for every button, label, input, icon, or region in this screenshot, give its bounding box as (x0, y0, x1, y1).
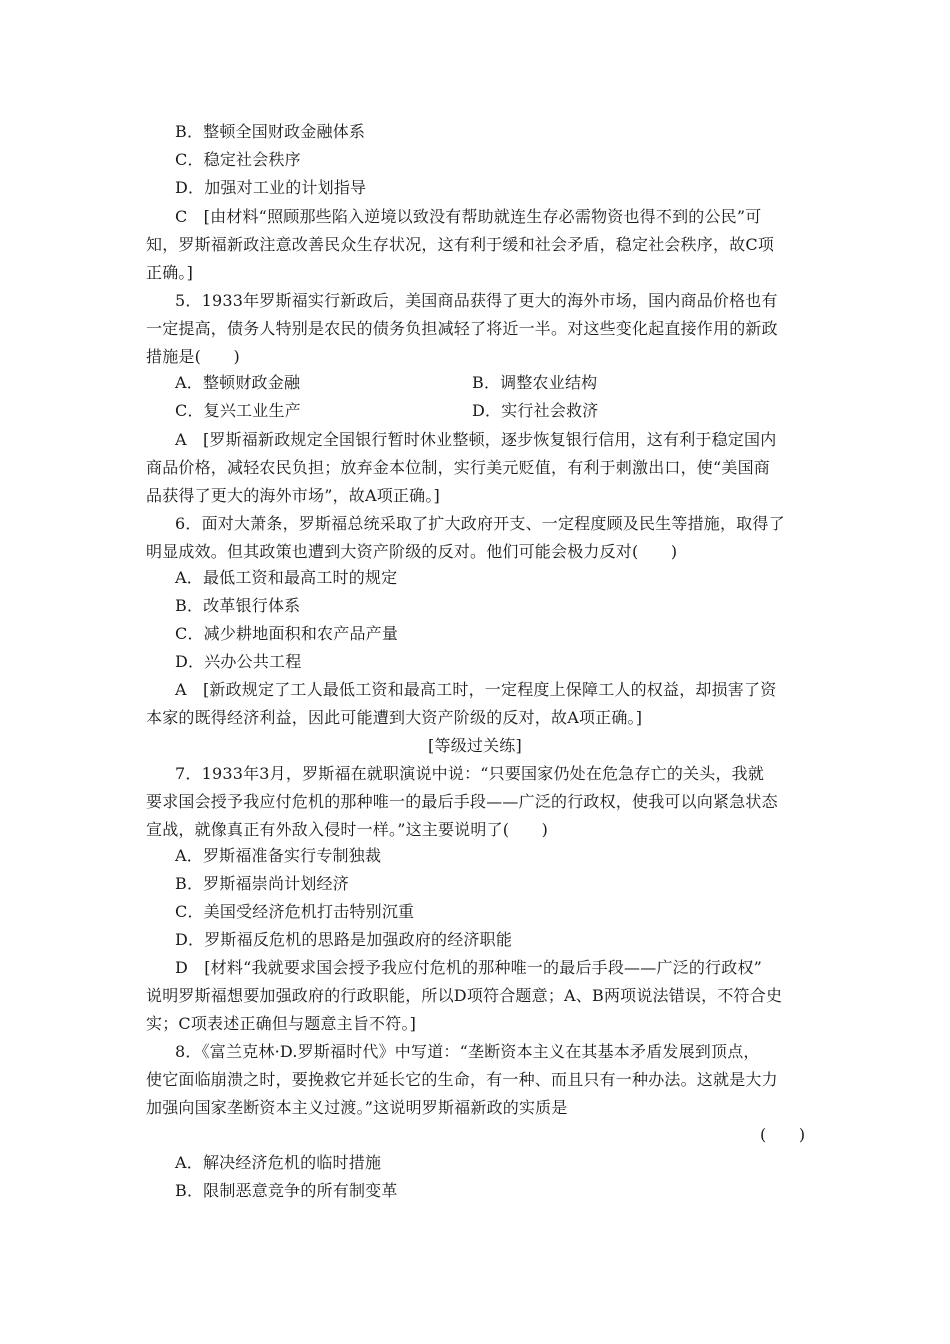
answer-explanation: 正确。] (146, 263, 194, 282)
option-line: C．美国受经济危机打击特别沉重 (175, 902, 415, 921)
option-line: B．调整农业结构 (472, 373, 598, 392)
section-heading: [等级过关练] (428, 736, 522, 755)
question-text: 加强向国家垄断资本主义过渡。”这说明罗斯福新政的实质是 (146, 1098, 568, 1117)
question-text: 明显成效。但其政策也遭到大资产阶级的反对。他们可能会极力反对( ) (146, 542, 678, 561)
answer-blank: ( ) (760, 1125, 806, 1144)
question-text: 措施是( ) (146, 347, 240, 366)
option-line: D．兴办公共工程 (175, 652, 302, 671)
option-line: A．最低工资和最高工时的规定 (175, 568, 398, 587)
option-line: C．稳定社会秩序 (175, 150, 301, 169)
answer-explanation: A [罗斯福新政规定全国银行暂时休业整顿，逐步恢复银行信用，这有利于稳定国内 (175, 430, 777, 449)
answer-explanation: D [材料“我就要求国会授予我应付危机的那种唯一的最后手段——广泛的行政权” (175, 958, 763, 977)
question-text: 宣战，就像真正有外敌入侵时一样。”这主要说明了( ) (146, 820, 549, 839)
answer-explanation: 本家的既得经济利益，因此可能遭到大资产阶级的反对，故A项正确。] (146, 708, 643, 727)
answer-explanation: 商品价格，减轻农民负担；放弃金本位制，实行美元贬值，有利于刺激出口，使“美国商 (146, 458, 770, 477)
option-line: A．罗斯福准备实行专制独裁 (175, 846, 382, 865)
option-line: D．罗斯福反危机的思路是加强政府的经济职能 (175, 930, 513, 949)
option-line: B．整顿全国财政金融体系 (175, 122, 366, 141)
option-line: C．减少耕地面积和农产品产量 (175, 624, 399, 643)
question-text: 8．《富兰克林·D.罗斯福时代》中写道：“垄断资本主义在其基本矛盾发展到顶点， (175, 1042, 760, 1061)
question-text: 一定提高，债务人特别是农民的债务负担减轻了将近一半。对这些变化起直接作用的新政 (146, 319, 778, 338)
option-line: A．解决经济危机的临时措施 (175, 1153, 382, 1172)
question-text: 5．1933年罗斯福实行新政后，美国商品获得了更大的海外市场，国内商品价格也有 (175, 291, 778, 310)
question-text: 6．面对大萧条，罗斯福总统采取了扩大政府开支、一定程度顾及民生等措施，取得了 (175, 514, 785, 533)
question-text: 要求国会授予我应付危机的那种唯一的最后手段——广泛的行政权，使我可以向紧急状态 (146, 792, 778, 811)
answer-explanation: A [新政规定了工人最低工资和最高工时，一定程度上保障工人的权益，却损害了资 (175, 680, 777, 699)
option-line: C．复兴工业生产 (175, 401, 301, 420)
answer-explanation: C [由材料“照顾那些陷入逆境以致没有帮助就连生存必需物资也得不到的公民”可 (175, 207, 762, 226)
answer-explanation: 实；C项表述正确但与题意主旨不符。] (146, 1014, 417, 1033)
option-line: B．改革银行体系 (175, 596, 301, 615)
option-line: D．加强对工业的计划指导 (175, 178, 367, 197)
answer-explanation: 知，罗斯福新政注意改善民众生存状况，这有利于缓和社会矛盾，稳定社会秩序，故C项 (146, 235, 775, 254)
answer-explanation: 说明罗斯福想要加强政府的行政职能，所以D项符合题意；A、B两项说法错误，不符合史 (146, 986, 783, 1005)
option-line: D．实行社会救济 (472, 401, 599, 420)
question-text: 7．1933年3月，罗斯福在就职演说中说：“只要国家仍处在危急存亡的关头，我就 (175, 764, 765, 783)
answer-explanation: 品获得了更大的海外市场”，故A项正确。] (146, 486, 440, 505)
option-line: A．整顿财政金融 (175, 373, 301, 392)
option-line: B．罗斯福崇尚计划经济 (175, 874, 349, 893)
question-text: 使它面临崩溃之时，要挽救它并延长它的生命，有一种、而且只有一种办法。这就是大力 (146, 1070, 778, 1089)
option-line: B．限制恶意竞争的所有制变革 (175, 1181, 398, 1200)
